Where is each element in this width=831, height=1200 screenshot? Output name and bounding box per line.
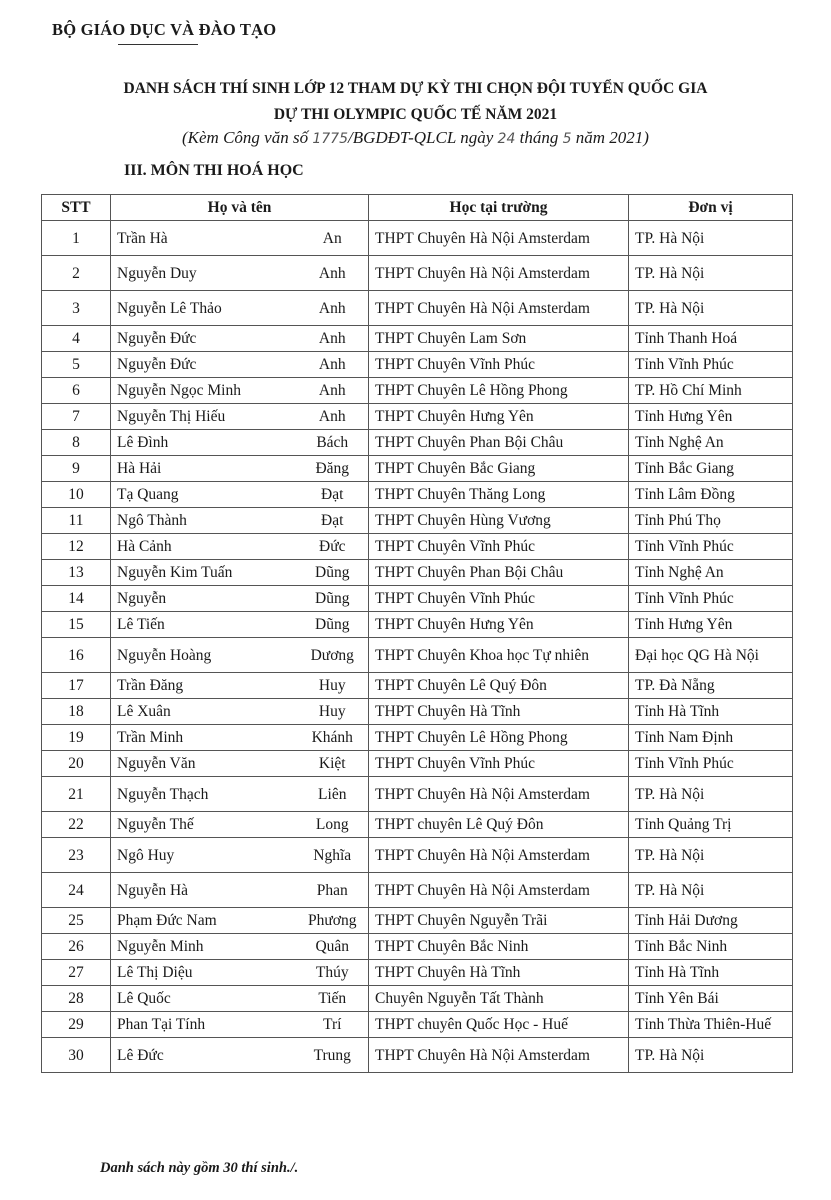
header-unit: Đơn vị [629,195,793,221]
family-name-cell: Lê Đức [111,1038,297,1073]
unit-cell: TP. Hồ Chí Minh [629,378,793,404]
family-name-cell: Nguyễn Kim Tuấn [111,560,297,586]
school-cell: THPT Chuyên Vĩnh Phúc [369,751,629,777]
given-name-cell: Phương [297,908,369,934]
family-name-cell: Trần Hà [111,221,297,256]
school-cell: Chuyên Nguyễn Tất Thành [369,986,629,1012]
stt-cell: 20 [42,751,111,777]
unit-cell: TP. Hà Nội [629,256,793,291]
table-row [42,777,793,812]
unit-cell: TP. Hà Nội [629,221,793,256]
header-name: Họ và tên [111,195,369,221]
given-name-cell: Long [297,812,369,838]
family-name-cell: Tạ Quang [111,482,297,508]
unit-cell: Tỉnh Vĩnh Phúc [629,751,793,777]
stt-cell: 26 [42,934,111,960]
family-name-cell: Nguyễn [111,586,297,612]
given-name-cell: Đạt [297,482,369,508]
table-row [42,534,793,560]
given-name-cell: Đăng [297,456,369,482]
table-row [42,986,793,1012]
school-cell: THPT Chuyên Hà Tĩnh [369,699,629,725]
family-name-cell: Nguyễn Văn [111,751,297,777]
stt-cell: 29 [42,1012,111,1038]
table-row [42,326,793,352]
stt-cell: 1 [42,221,111,256]
given-name-cell: Trung [297,1038,369,1073]
table-row [42,404,793,430]
unit-cell: Tỉnh Hải Dương [629,908,793,934]
table-row [42,352,793,378]
school-cell: THPT Chuyên Khoa học Tự nhiên [369,638,629,673]
school-cell: THPT Chuyên Hà Nội Amsterdam [369,873,629,908]
family-name-cell: Lê Quốc [111,986,297,1012]
stt-cell: 12 [42,534,111,560]
stt-cell: 23 [42,838,111,873]
family-name-cell: Ngô Huy [111,838,297,873]
unit-cell: Tỉnh Thanh Hoá [629,326,793,352]
given-name-cell: Anh [297,352,369,378]
handwritten-month: 5 [562,131,572,147]
unit-cell: Tỉnh Quảng Trị [629,812,793,838]
given-name-cell: Anh [297,404,369,430]
unit-cell: TP. Hà Nội [629,873,793,908]
school-cell: THPT Chuyên Vĩnh Phúc [369,534,629,560]
school-cell: THPT Chuyên Vĩnh Phúc [369,586,629,612]
stt-cell: 13 [42,560,111,586]
handwritten-doc-number: 1775 [312,131,348,147]
school-cell: THPT chuyên Quốc Học - Huế [369,1012,629,1038]
family-name-cell: Phan Tại Tính [111,1012,297,1038]
stt-cell: 25 [42,908,111,934]
reference-year: năm 2021) [575,128,649,147]
school-cell: THPT Chuyên Vĩnh Phúc [369,352,629,378]
school-cell: THPT Chuyên Hà Tĩnh [369,960,629,986]
table-row [42,482,793,508]
unit-cell: TP. Hà Nội [629,838,793,873]
school-cell: THPT Chuyên Bắc Giang [369,456,629,482]
table-row [42,456,793,482]
table-row [42,699,793,725]
stt-cell: 7 [42,404,111,430]
stt-cell: 14 [42,586,111,612]
footer-note: Danh sách này gồm 30 thí sinh./. [100,1160,299,1176]
stt-cell: 3 [42,291,111,326]
given-name-cell: Dũng [297,560,369,586]
table-row [42,1038,793,1073]
unit-cell: Tỉnh Hưng Yên [629,404,793,430]
table-row [42,560,793,586]
header-stt: STT [42,195,111,221]
family-name-cell: Nguyễn Thị Hiếu [111,404,297,430]
given-name-cell: Huy [297,673,369,699]
family-name-cell: Hà Hải [111,456,297,482]
document-title-line-1: DANH SÁCH THÍ SINH LỚP 12 THAM DỰ KỲ THI CHỌN ĐỘI TUYỂN QUỐC GIA [123,80,708,97]
unit-cell: Tỉnh Bắc Giang [629,456,793,482]
unit-cell: Đại học QG Hà Nội [629,638,793,673]
table-row [42,430,793,456]
header-school: Học tại trường [369,195,629,221]
family-name-cell: Lê Tiến [111,612,297,638]
unit-cell: TP. Hà Nội [629,777,793,812]
ministry-underline [118,44,198,45]
school-cell: THPT Chuyên Hưng Yên [369,404,629,430]
stt-cell: 24 [42,873,111,908]
stt-cell: 10 [42,482,111,508]
stt-cell: 9 [42,456,111,482]
given-name-cell: Dũng [297,612,369,638]
table-row [42,612,793,638]
family-name-cell: Nguyễn Minh [111,934,297,960]
family-name-cell: Lê Thị Diệu [111,960,297,986]
table-row [42,508,793,534]
unit-cell: Tỉnh Nam Định [629,725,793,751]
school-cell: THPT Chuyên Thăng Long [369,482,629,508]
table-row [42,725,793,751]
table-row [42,256,793,291]
given-name-cell: Anh [297,256,369,291]
given-name-cell: Huy [297,699,369,725]
school-cell: THPT chuyên Lê Quý Đôn [369,812,629,838]
stt-cell: 17 [42,673,111,699]
given-name-cell: Phan [297,873,369,908]
stt-cell: 16 [42,638,111,673]
family-name-cell: Ngô Thành [111,508,297,534]
unit-cell: Tỉnh Thừa Thiên-Huế [629,1012,793,1038]
unit-cell: Tỉnh Hưng Yên [629,612,793,638]
given-name-cell: Anh [297,378,369,404]
reference-open: (Kèm Công văn số [182,128,309,147]
ministry-name: BỘ GIÁO DỤC VÀ ĐÀO TẠO [52,20,277,39]
family-name-cell: Nguyễn Duy [111,256,297,291]
given-name-cell: Kiệt [297,751,369,777]
stt-cell: 27 [42,960,111,986]
school-cell: THPT Chuyên Hà Nội Amsterdam [369,256,629,291]
stt-cell: 15 [42,612,111,638]
family-name-cell: Phạm Đức Nam [111,908,297,934]
table-row [42,873,793,908]
table-row [42,838,793,873]
table-row [42,378,793,404]
school-cell: THPT Chuyên Bắc Ninh [369,934,629,960]
given-name-cell: Tiến [297,986,369,1012]
given-name-cell: Khánh [297,725,369,751]
family-name-cell: Nguyễn Đức [111,352,297,378]
unit-cell: TP. Đà Nẵng [629,673,793,699]
unit-cell: Tỉnh Lâm Đồng [629,482,793,508]
table-row [42,586,793,612]
school-cell: THPT Chuyên Lam Sơn [369,326,629,352]
table-row [42,812,793,838]
unit-cell: Tỉnh Vĩnh Phúc [629,352,793,378]
given-name-cell: Anh [297,291,369,326]
stt-cell: 6 [42,378,111,404]
table-row [42,934,793,960]
unit-cell: Tỉnh Nghệ An [629,430,793,456]
family-name-cell: Nguyễn Hà [111,873,297,908]
family-name-cell: Nguyễn Thạch [111,777,297,812]
school-cell: THPT Chuyên Hùng Vương [369,508,629,534]
document-reference [0,128,831,148]
stt-cell: 30 [42,1038,111,1073]
given-name-cell: Bách [297,430,369,456]
family-name-cell: Nguyễn Hoàng [111,638,297,673]
family-name-cell: Nguyễn Đức [111,326,297,352]
given-name-cell: An [297,221,369,256]
table-row [42,960,793,986]
family-name-cell: Lê Đình [111,430,297,456]
unit-cell: Tỉnh Bắc Ninh [629,934,793,960]
given-name-cell: Liên [297,777,369,812]
school-cell: THPT Chuyên Lê Quý Đôn [369,673,629,699]
school-cell: THPT Chuyên Hà Nội Amsterdam [369,1038,629,1073]
family-name-cell: Trần Minh [111,725,297,751]
given-name-cell: Đạt [297,508,369,534]
given-name-cell: Nghĩa [297,838,369,873]
candidate-table [41,194,793,1073]
table-row [42,221,793,256]
unit-cell: Tỉnh Hà Tĩnh [629,960,793,986]
family-name-cell: Trần Đăng [111,673,297,699]
table-row [42,291,793,326]
given-name-cell: Anh [297,326,369,352]
unit-cell: Tỉnh Yên Bái [629,986,793,1012]
stt-cell: 18 [42,699,111,725]
table-row [42,673,793,699]
section-title: III. MÔN THI HOÁ HỌC [124,162,304,179]
given-name-cell: Trí [297,1012,369,1038]
school-cell: THPT Chuyên Hà Nội Amsterdam [369,291,629,326]
school-cell: THPT Chuyên Lê Hồng Phong [369,378,629,404]
school-cell: THPT Chuyên Phan Bội Châu [369,560,629,586]
stt-cell: 28 [42,986,111,1012]
stt-cell: 19 [42,725,111,751]
given-name-cell: Quân [297,934,369,960]
stt-cell: 22 [42,812,111,838]
given-name-cell: Dũng [297,586,369,612]
handwritten-day: 24 [497,131,516,147]
stt-cell: 11 [42,508,111,534]
family-name-cell: Nguyễn Lê Thảo [111,291,297,326]
stt-cell: 5 [42,352,111,378]
family-name-cell: Hà Cảnh [111,534,297,560]
given-name-cell: Thúy [297,960,369,986]
unit-cell: Tỉnh Hà Tĩnh [629,699,793,725]
table-row [42,751,793,777]
stt-cell: 21 [42,777,111,812]
school-cell: THPT Chuyên Hà Nội Amsterdam [369,777,629,812]
stt-cell: 4 [42,326,111,352]
school-cell: THPT Chuyên Phan Bội Châu [369,430,629,456]
table-row [42,908,793,934]
school-cell: THPT Chuyên Hưng Yên [369,612,629,638]
unit-cell: TP. Hà Nội [629,291,793,326]
unit-cell: Tỉnh Vĩnh Phúc [629,534,793,560]
table-row [42,638,793,673]
school-cell: THPT Chuyên Hà Nội Amsterdam [369,838,629,873]
school-cell: THPT Chuyên Hà Nội Amsterdam [369,221,629,256]
unit-cell: TP. Hà Nội [629,1038,793,1073]
table-row [42,1012,793,1038]
family-name-cell: Nguyễn Ngọc Minh [111,378,297,404]
table-header-row [42,195,793,221]
stt-cell: 8 [42,430,111,456]
document-title-line-2: DỰ THI OLYMPIC QUỐC TẾ NĂM 2021 [273,106,558,123]
stt-cell: 2 [42,256,111,291]
family-name-cell: Lê Xuân [111,699,297,725]
unit-cell: Tỉnh Nghệ An [629,560,793,586]
reference-month-label: tháng [519,128,559,147]
unit-cell: Tỉnh Vĩnh Phúc [629,586,793,612]
family-name-cell: Nguyễn Thế [111,812,297,838]
given-name-cell: Dương [297,638,369,673]
reference-code: /BGDĐT-QLCL ngày [347,128,494,147]
school-cell: THPT Chuyên Lê Hồng Phong [369,725,629,751]
given-name-cell: Đức [297,534,369,560]
school-cell: THPT Chuyên Nguyễn Trãi [369,908,629,934]
unit-cell: Tỉnh Phú Thọ [629,508,793,534]
